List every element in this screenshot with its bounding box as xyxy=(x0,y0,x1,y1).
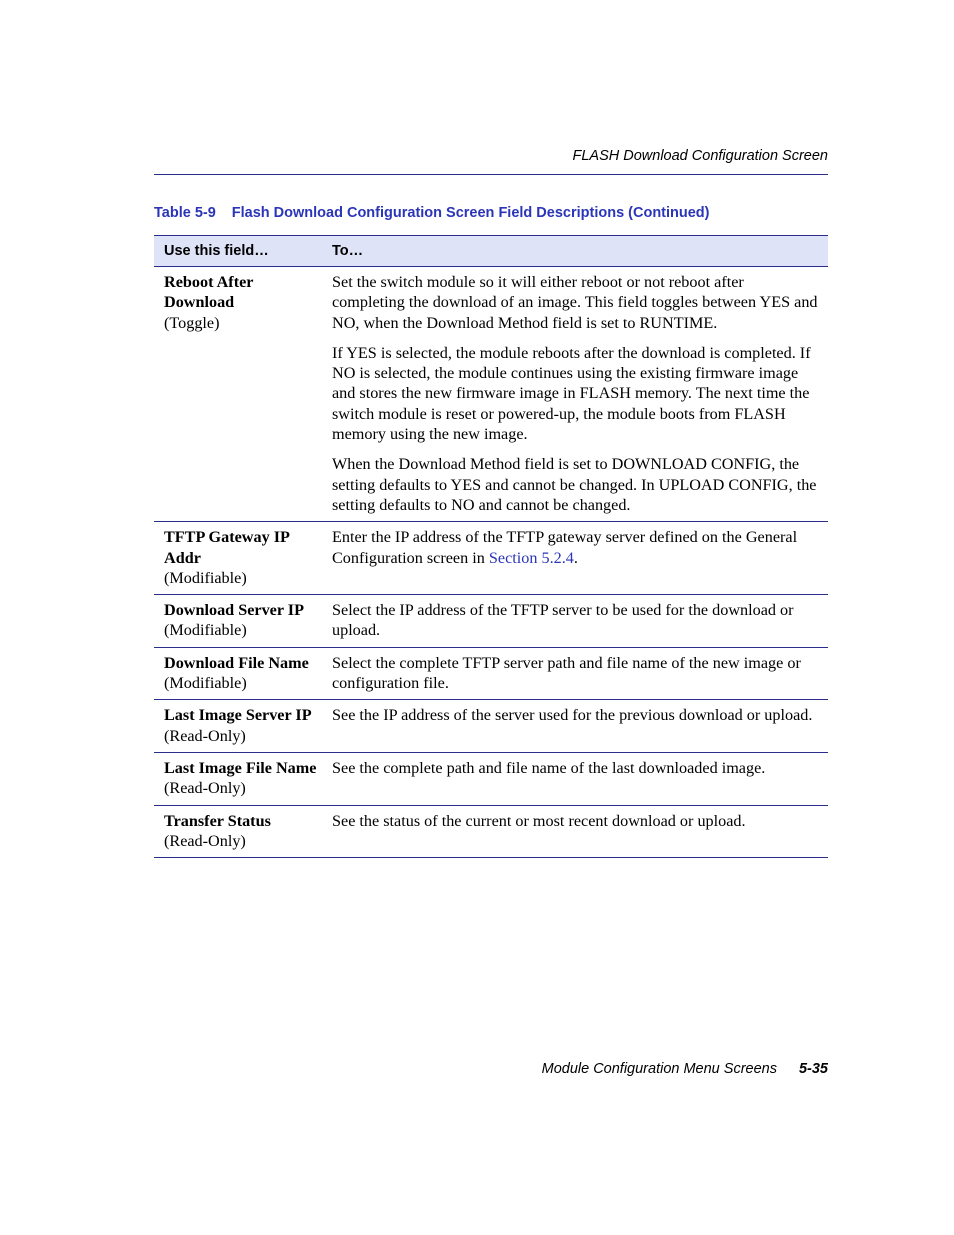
field-name: TFTP Gateway IP Addr xyxy=(164,528,290,567)
header-rule xyxy=(154,174,828,175)
description-cell xyxy=(322,595,828,648)
field-name: Last Image Server IP xyxy=(164,706,312,725)
table-number: Table 5-9 xyxy=(154,205,216,221)
field-type: (Modifiable) xyxy=(164,674,247,693)
field-name: Download File Name xyxy=(164,653,309,672)
field-type: (Read-Only) xyxy=(164,726,246,745)
description-paragraph: Select the complete TFTP server path and file name of the new image or configuration file. xyxy=(332,653,801,693)
table-row xyxy=(154,700,828,753)
table-row xyxy=(154,752,828,805)
field-cell xyxy=(154,647,322,700)
field-type: (Toggle) xyxy=(164,313,220,332)
running-header: FLASH Download Configuration Screen xyxy=(572,148,828,164)
description-paragraph: See the IP address of the server used for the previous download or upload. xyxy=(332,706,813,725)
column-header-field: Use this field… xyxy=(154,236,322,267)
column-header-description: To… xyxy=(322,236,828,267)
description-paragraph: See the complete path and file name of the last downloaded image. xyxy=(332,758,766,777)
description-paragraph: When the Download Method field is set to DOWNLOAD CONFIG, the setting defaults to YES and cannot be changed. In UPLOAD CONFIG, the setting defaults to NO and cannot be changed. xyxy=(332,455,817,514)
field-cell xyxy=(154,700,322,753)
field-cell xyxy=(154,805,322,858)
description-paragraph: If YES is selected, the module reboots after the download is completed. If NO is selected, the module continues using the existing firmware image and stores the new firmware image in FLASH memory. The next time the switch module is reset or powered-up, the module boots from FLASH memory using the new image. xyxy=(332,343,811,444)
description-text-end: . xyxy=(573,548,578,567)
description-paragraph: Select the IP address of the TFTP server to be used for the download or upload. xyxy=(332,601,794,640)
field-cell xyxy=(154,267,322,522)
running-footer xyxy=(154,1061,828,1077)
description-paragraph: Set the switch module so it will either reboot or not reboot after completing the download of an image. This field toggles between YES and NO, when the Download Method field is set to RUNTIME. xyxy=(332,273,818,332)
description-cell xyxy=(322,522,828,595)
field-cell xyxy=(154,752,322,805)
table-title: Flash Download Configuration Screen Field Descriptions (Continued) xyxy=(231,205,710,221)
field-cell xyxy=(154,522,322,595)
field-type: (Read-Only) xyxy=(164,779,246,798)
field-type: (Read-Only) xyxy=(164,831,246,850)
table-row xyxy=(154,647,828,700)
description-paragraph xyxy=(332,527,818,568)
field-type: (Modifiable) xyxy=(164,621,247,640)
field-name: Download Server IP xyxy=(164,601,304,620)
description-text: Enter the IP address of the TFTP gateway server defined on the General Configuration screen in xyxy=(332,528,798,567)
table-row xyxy=(154,805,828,858)
description-cell xyxy=(322,700,828,753)
page-number: 5-35 xyxy=(798,1061,828,1077)
description-paragraph: See the status of the current or most recent download or upload. xyxy=(332,811,746,830)
field-descriptions-table xyxy=(154,235,828,858)
description-cell xyxy=(322,647,828,700)
description-cell xyxy=(322,267,828,522)
table-row xyxy=(154,522,828,595)
description-cell xyxy=(322,752,828,805)
table-header-row xyxy=(154,236,828,267)
field-type: (Modifiable) xyxy=(164,568,247,587)
footer-title: Module Configuration Menu Screens xyxy=(541,1061,777,1077)
table-row xyxy=(154,267,828,522)
table-caption xyxy=(154,205,828,221)
field-name: Reboot After Download xyxy=(164,273,254,312)
description-cell xyxy=(322,805,828,858)
field-name: Transfer Status xyxy=(164,811,271,830)
field-cell xyxy=(154,595,322,648)
field-name: Last Image File Name xyxy=(164,758,317,777)
section-link[interactable]: Section 5.2.4 xyxy=(488,548,574,567)
table-row xyxy=(154,595,828,648)
